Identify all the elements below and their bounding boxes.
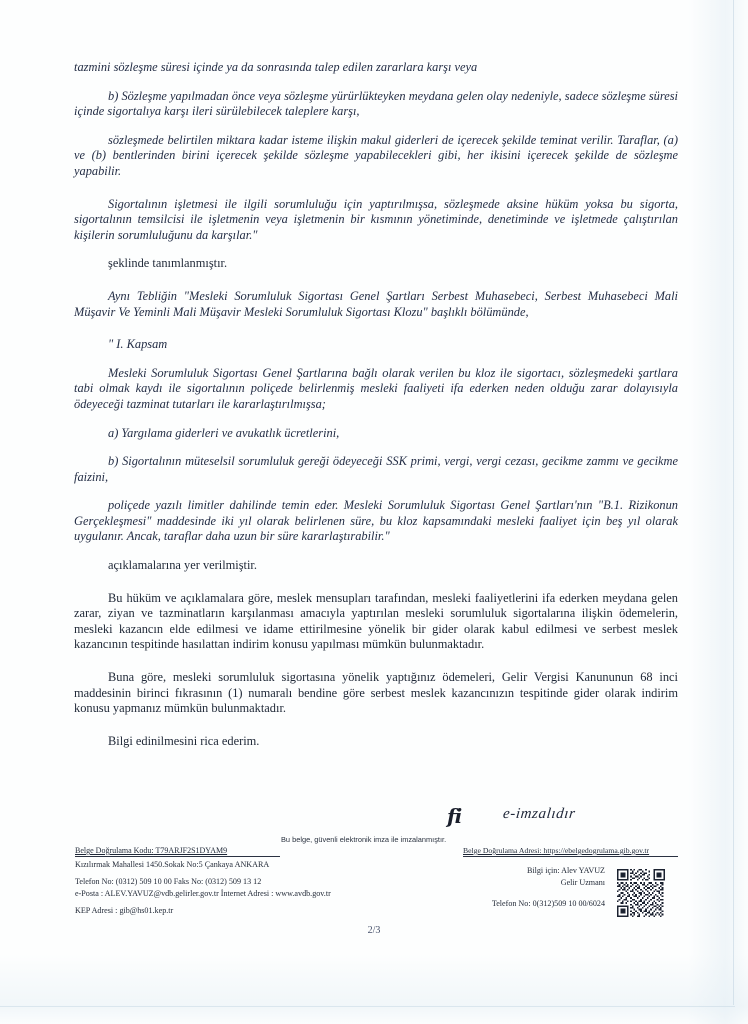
paragraph-6-same-communique: Aynı Tebliğin "Mesleki Sorumluluk Sigortası Genel Şartları Serbest Muhasebeci, Serbest Muhasebeci Mali Müşavir Ve Yeminli Mali Müşavir Mesleki Sorumluluk Sigortası Klozu" başlıklı bölümünde, (74, 288, 678, 319)
office-phone-fax: Telefon No: (0312) 509 10 00 Faks No: (0312) 509 13 12 (75, 876, 262, 886)
paragraph-13-conclusion: Bu hüküm ve açıklamalara göre, meslek mensupları tarafından, mesleki faaliyetlerini ifa ederken meydana gelen zarar, ziyan ve tazminatların karşılanması amacıyla yaptırılan mesleki sorumluluk sigortalarına ilişkin ödemelerin, mesleki kazancın elde edilmesi ve idame ettirilmesine yönelik bir gider olarak kabul edilmesi ve serbest meslek kazancının tespitinde hasılattan indirim konusu yapılması mümkün bulunmaktadır. (74, 590, 678, 652)
document-code-value: T79ARJF2S1DYAM9 (155, 846, 228, 855)
office-address: Kızılırmak Mahallesi 1450.Sokak No:5 Çankaya ANKARA (75, 860, 270, 869)
document-code-label: Belge Doğrulama Kodu: (75, 846, 154, 855)
qr-code[interactable] (617, 869, 665, 917)
document-code-underline (75, 856, 280, 857)
verification-url[interactable]: https://ebelgedogrulama.gib.gov.tr (543, 846, 650, 855)
paragraph-8-scope-body: Mesleki Sorumluluk Sigortası Genel Şartlarına bağlı olarak verilen bu kloz ile sigortacı, sözleşmedeki şartlara tabi olmak kaydı ile sigortalının poliçede belirlenmiş mesleki faaliyeti ifa ederken neden olduğu zarar dolayısıyla ödeyeceği tazminat tutarları ile kararlaştırılmışsa; (74, 365, 678, 411)
paragraph-14-deduction: Buna göre, mesleki sorumluluk sigortasına yönelik yaptığınız ödemeleri, Gelir Vergisi Kanununun 68 inci maddesinin birinci fıkrasının (1) numaralı bendine göre serbest meslek kazancınızın tespitinde gider olarak indirim konusu yapmanız mümkün bulunmaktadır. (74, 670, 678, 716)
contact-person-phone: Telefon No: 0(312)509 10 00/6024 (491, 899, 605, 908)
contact-person-block (487, 865, 605, 888)
page-edge-line-bottom (0, 1006, 735, 1007)
page-number: 2/3 (367, 925, 381, 936)
esignature-note: Bu belge, güvenli elektronik imza ile imzalanmıştır. (281, 835, 447, 844)
signature-initial-mark: fi (447, 804, 462, 828)
paragraph-1: tazmini sözleşme süresi içinde ya da sonrasında talep edilen zararlara karşı veya (74, 60, 478, 74)
scan-edge-shading-bottom (0, 954, 748, 1024)
e-signature-label: e-imzalıdır (502, 806, 577, 822)
paragraph-3-guarantee: sözleşmede belirtilen miktara kadar isteme ilişkin makul giderleri de içerecek şekilde teminat verilir. Taraflar, (a) ve (b) bentlerinden birini içerecek şekilde sözleşme yapabilecekleri gibi, her ikisini içerecek şekilde de sözleşme yapabilir. (74, 132, 678, 178)
office-address-block (75, 859, 455, 917)
paragraph-15-closing: Bilgi edinilmesini rica ederim. (108, 733, 260, 748)
contact-person-title: Gelir Uzmanı (560, 877, 605, 887)
paragraph-11-limits: poliçede yazılı limitler dahilinde temin eder. Mesleki Sorumluluk Sigortası Genel Şartları'nın "B.1. Rizikonun Gerçekleşmesi" maddesinde iki yıl olarak belirlenen süre, bu kloz kapsamındaki mesleki faaliyet için beş yıl olarak uygulanır. Ancak, taraflar daha uzun bir süre kararlaştırabilir." (74, 498, 678, 544)
paragraph-12-explanations: açıklamalarına yer verilmiştir. (108, 558, 257, 573)
office-email-web: e-Posta : ALEV.YAVUZ@vdb.gelirler.gov.tr İnternet Adresi : www.avdb.gov.tr (75, 889, 331, 899)
paragraph-4-insured-liability: Sigortalının işletmesi ile ilgili sorumluluğu için yaptırılmışsa, sözleşmede aksine hüküm yoksa bu sigorta, sigortalının temsilcisi ile işletmenin veya işletmenin bir kısmının yönetiminde, denetiminde ve işletmede çalıştırılan kişilerin sorumluluğunu da karşılar." (74, 196, 678, 242)
verification-underline (463, 856, 678, 857)
paragraph-5-definition: şeklinde tanımlanmıştır. (108, 256, 228, 271)
paragraph-2-clause-b: b) Sözleşme yapılmadan önce veya sözleşme yürürlükteyken meydana gelen olay nedeniyle, sadece sözleşme süresi içinde sigortalıya karşı ileri sürülebilecek taleplere karşı, (74, 88, 678, 119)
document-verification-code (75, 846, 227, 855)
contact-person-name: Bilgi için: Alev YAVUZ (526, 866, 605, 875)
verification-address[interactable] (463, 846, 649, 855)
document-body (74, 60, 678, 762)
paragraph-10-item-b: b) Sigortalının müteselsil sorumluluk gereği ödeyeceği SSK primi, vergi, vergi cezası, gecikme zammı ve gecikme faizini, (74, 454, 678, 484)
paragraph-7-scope-heading: " I. Kapsam (108, 337, 168, 352)
office-kep-address: KEP Adresi : gib@hs01.kep.tr (75, 905, 174, 915)
paragraph-9-item-a: a) Yargılama giderleri ve avukatlık ücretlerini, (108, 425, 340, 440)
verification-label: Belge Doğrulama Adresi: (463, 846, 542, 855)
